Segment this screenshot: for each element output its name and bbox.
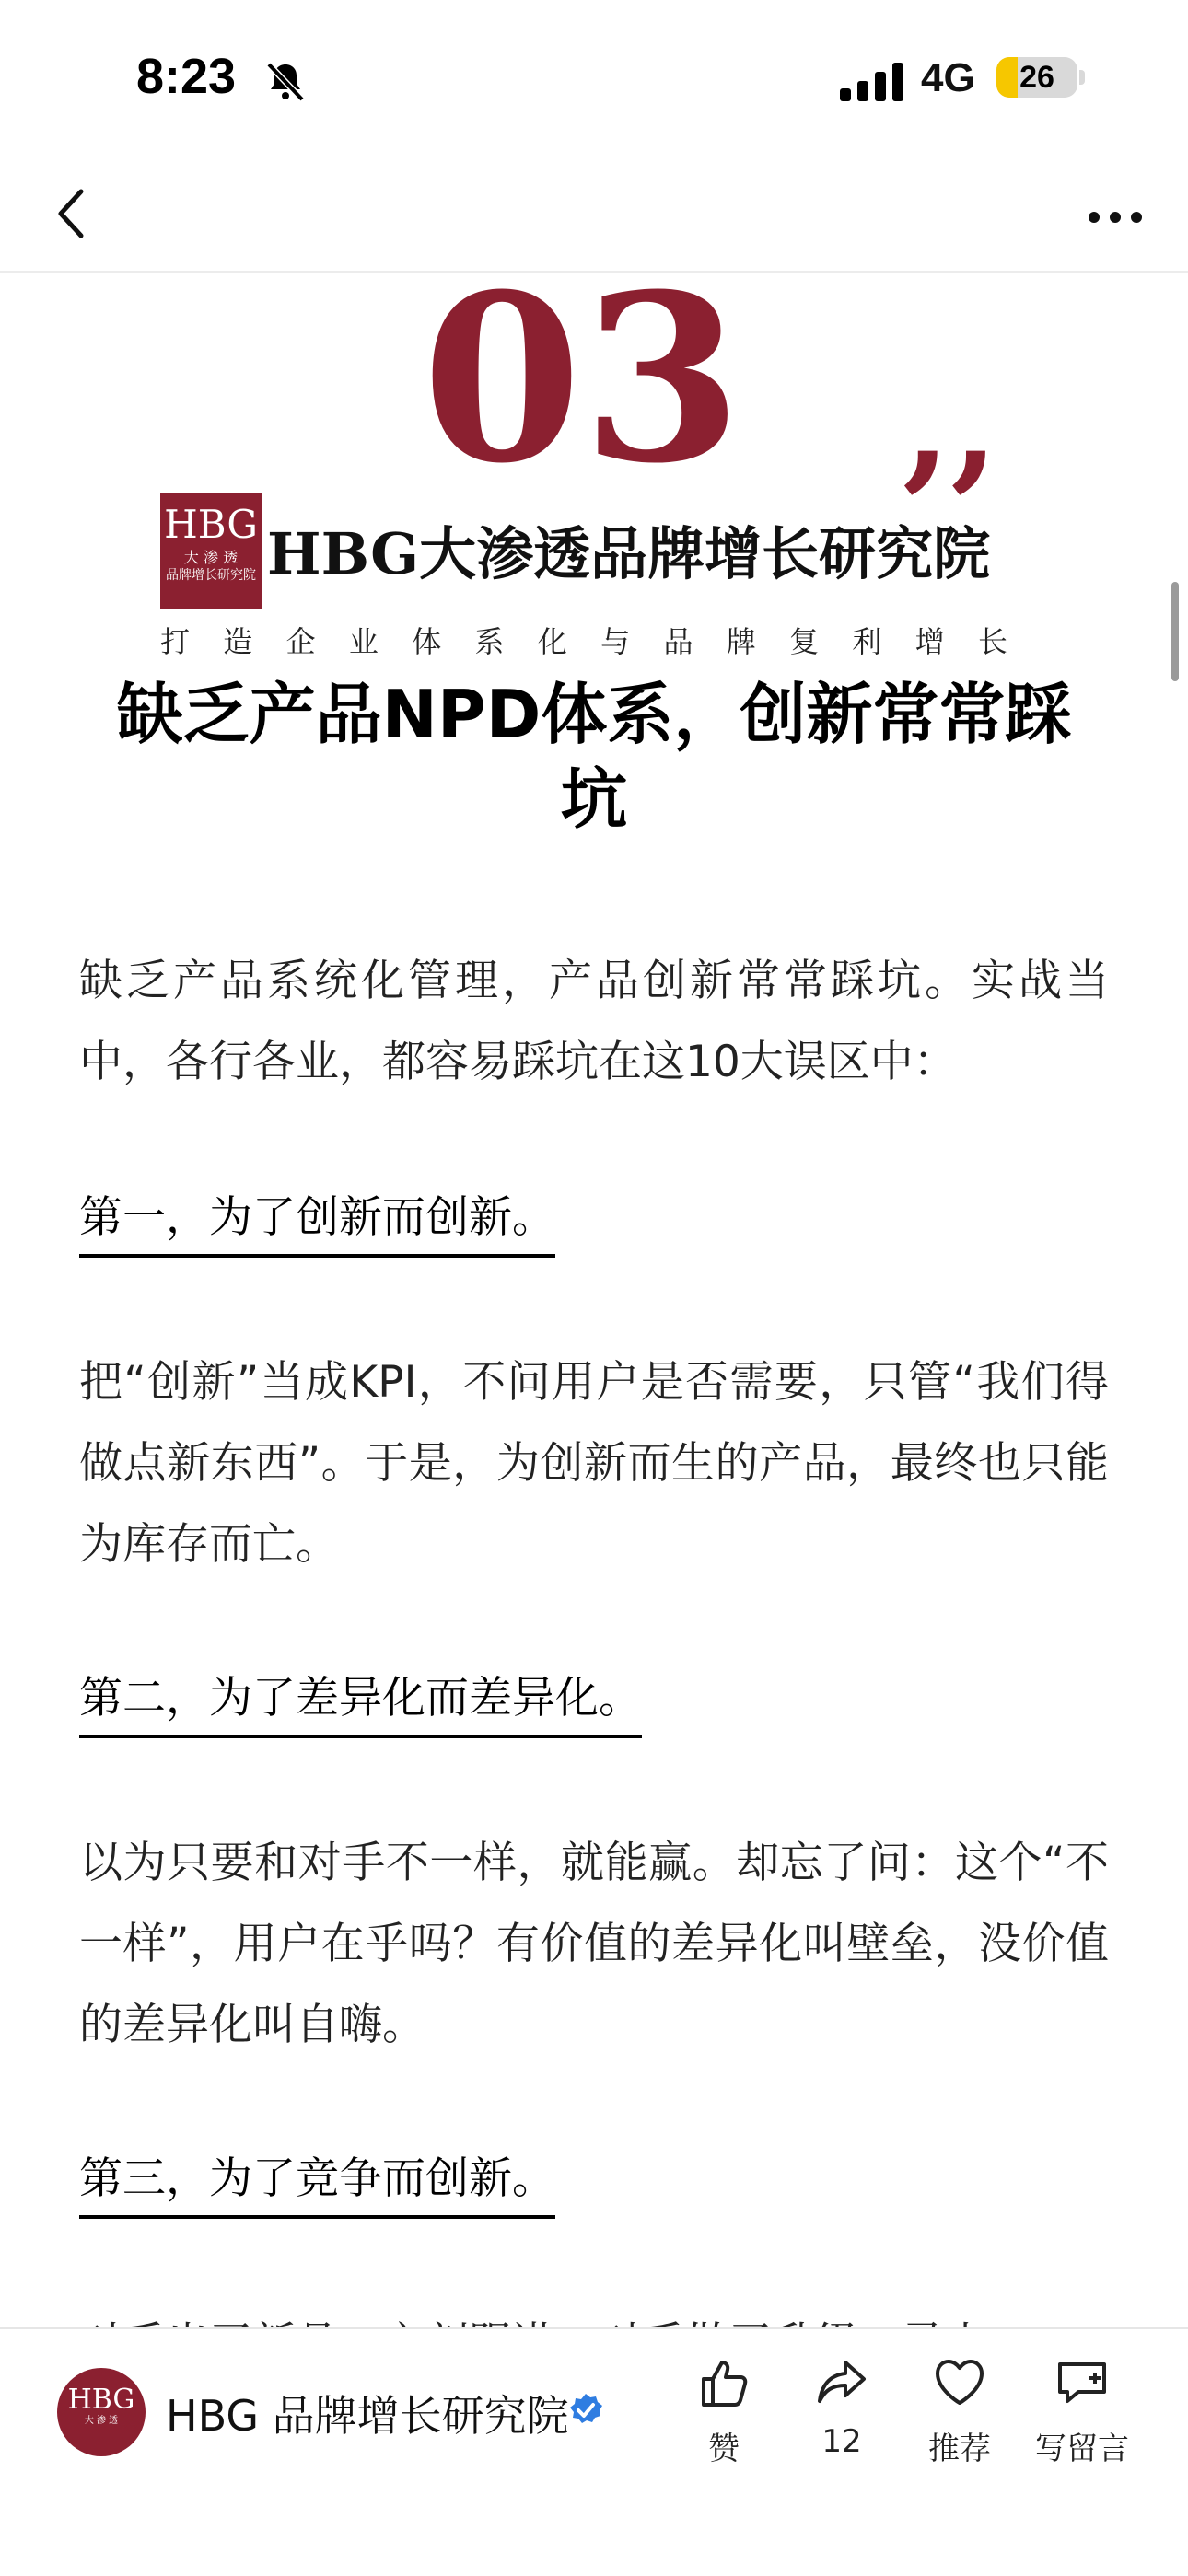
avatar[interactable] xyxy=(57,2368,146,2456)
logo-subtext-2: 品牌增长研究院 xyxy=(166,568,256,583)
avatar-subtext: 大 渗 透 xyxy=(84,2416,119,2426)
write-comment-button[interactable] xyxy=(1022,2353,1142,2468)
nav-bar xyxy=(0,157,1188,273)
point-heading-1: 第一，为了创新而创新。 xyxy=(79,1188,555,1258)
article-banner xyxy=(0,273,1188,659)
share-button[interactable] xyxy=(786,2353,897,2460)
signal-icon xyxy=(840,63,906,101)
point-heading-2: 第二，为了差异化而差异化。 xyxy=(79,1668,642,1738)
banner-quote-mark: ,, xyxy=(903,343,999,505)
verified-badge-icon xyxy=(567,2392,604,2429)
banner-brand-name: HBG大渗透品牌增长研究院 xyxy=(267,520,991,587)
bottom-action-bar xyxy=(0,2327,1188,2576)
like-label: 赞 xyxy=(708,2431,740,2467)
back-chevron-icon[interactable] xyxy=(37,177,111,250)
bell-muted-icon xyxy=(263,59,308,103)
logo-text: HBG xyxy=(164,502,258,547)
account-name[interactable]: HBG 品牌增长研究院 xyxy=(166,2391,569,2441)
heart-icon xyxy=(930,2353,989,2412)
banner-number: 03 xyxy=(422,273,742,514)
recommend-button[interactable] xyxy=(904,2353,1015,2468)
battery-tip xyxy=(1079,70,1085,85)
share-icon xyxy=(812,2353,871,2412)
status-bar xyxy=(0,0,1188,157)
avatar-text: HBG xyxy=(67,2384,135,2416)
brand-logo xyxy=(160,493,262,609)
banner-slogan: 打造企业体系化与品牌复利增长 xyxy=(160,624,1007,659)
point-heading-3: 第三，为了竞争而创新。 xyxy=(79,2149,555,2219)
comment-icon xyxy=(1053,2353,1112,2412)
logo-subtext: 大 渗 透 xyxy=(183,549,239,566)
comment-label: 写留言 xyxy=(1035,2431,1129,2467)
article-paragraph: 以为只要和对手不一样，就能赢。却忘了问：这个“不一样”，用户在乎吗？有价值的差异化叫壁垒，没价值的差异化叫自嗨。 xyxy=(79,1838,1109,2050)
battery-level: 26 xyxy=(1019,60,1054,95)
status-time: 8:23 xyxy=(136,49,237,104)
battery-icon xyxy=(996,57,1077,98)
share-count: 12 xyxy=(821,2423,862,2460)
more-icon[interactable] xyxy=(1074,177,1157,250)
recommend-label: 推荐 xyxy=(928,2431,991,2467)
network-type: 4G xyxy=(921,55,975,100)
like-button[interactable] xyxy=(669,2353,779,2468)
thumbs-up-icon xyxy=(694,2353,753,2412)
article-paragraph: 把“创新”当成KPI，不问用户是否需要，只管“我们得做点新东西”。于是，为创新而生的产品，最终也只能为库存而亡。 xyxy=(79,1357,1109,1570)
article-paragraph: 缺乏产品系统化管理，产品创新常常踩坑。实战当中，各行各业，都容易踩坑在这10大误区中： xyxy=(79,956,1109,1087)
section-title: 缺乏产品NPD体系，创新常常踩坑 xyxy=(116,676,1072,838)
